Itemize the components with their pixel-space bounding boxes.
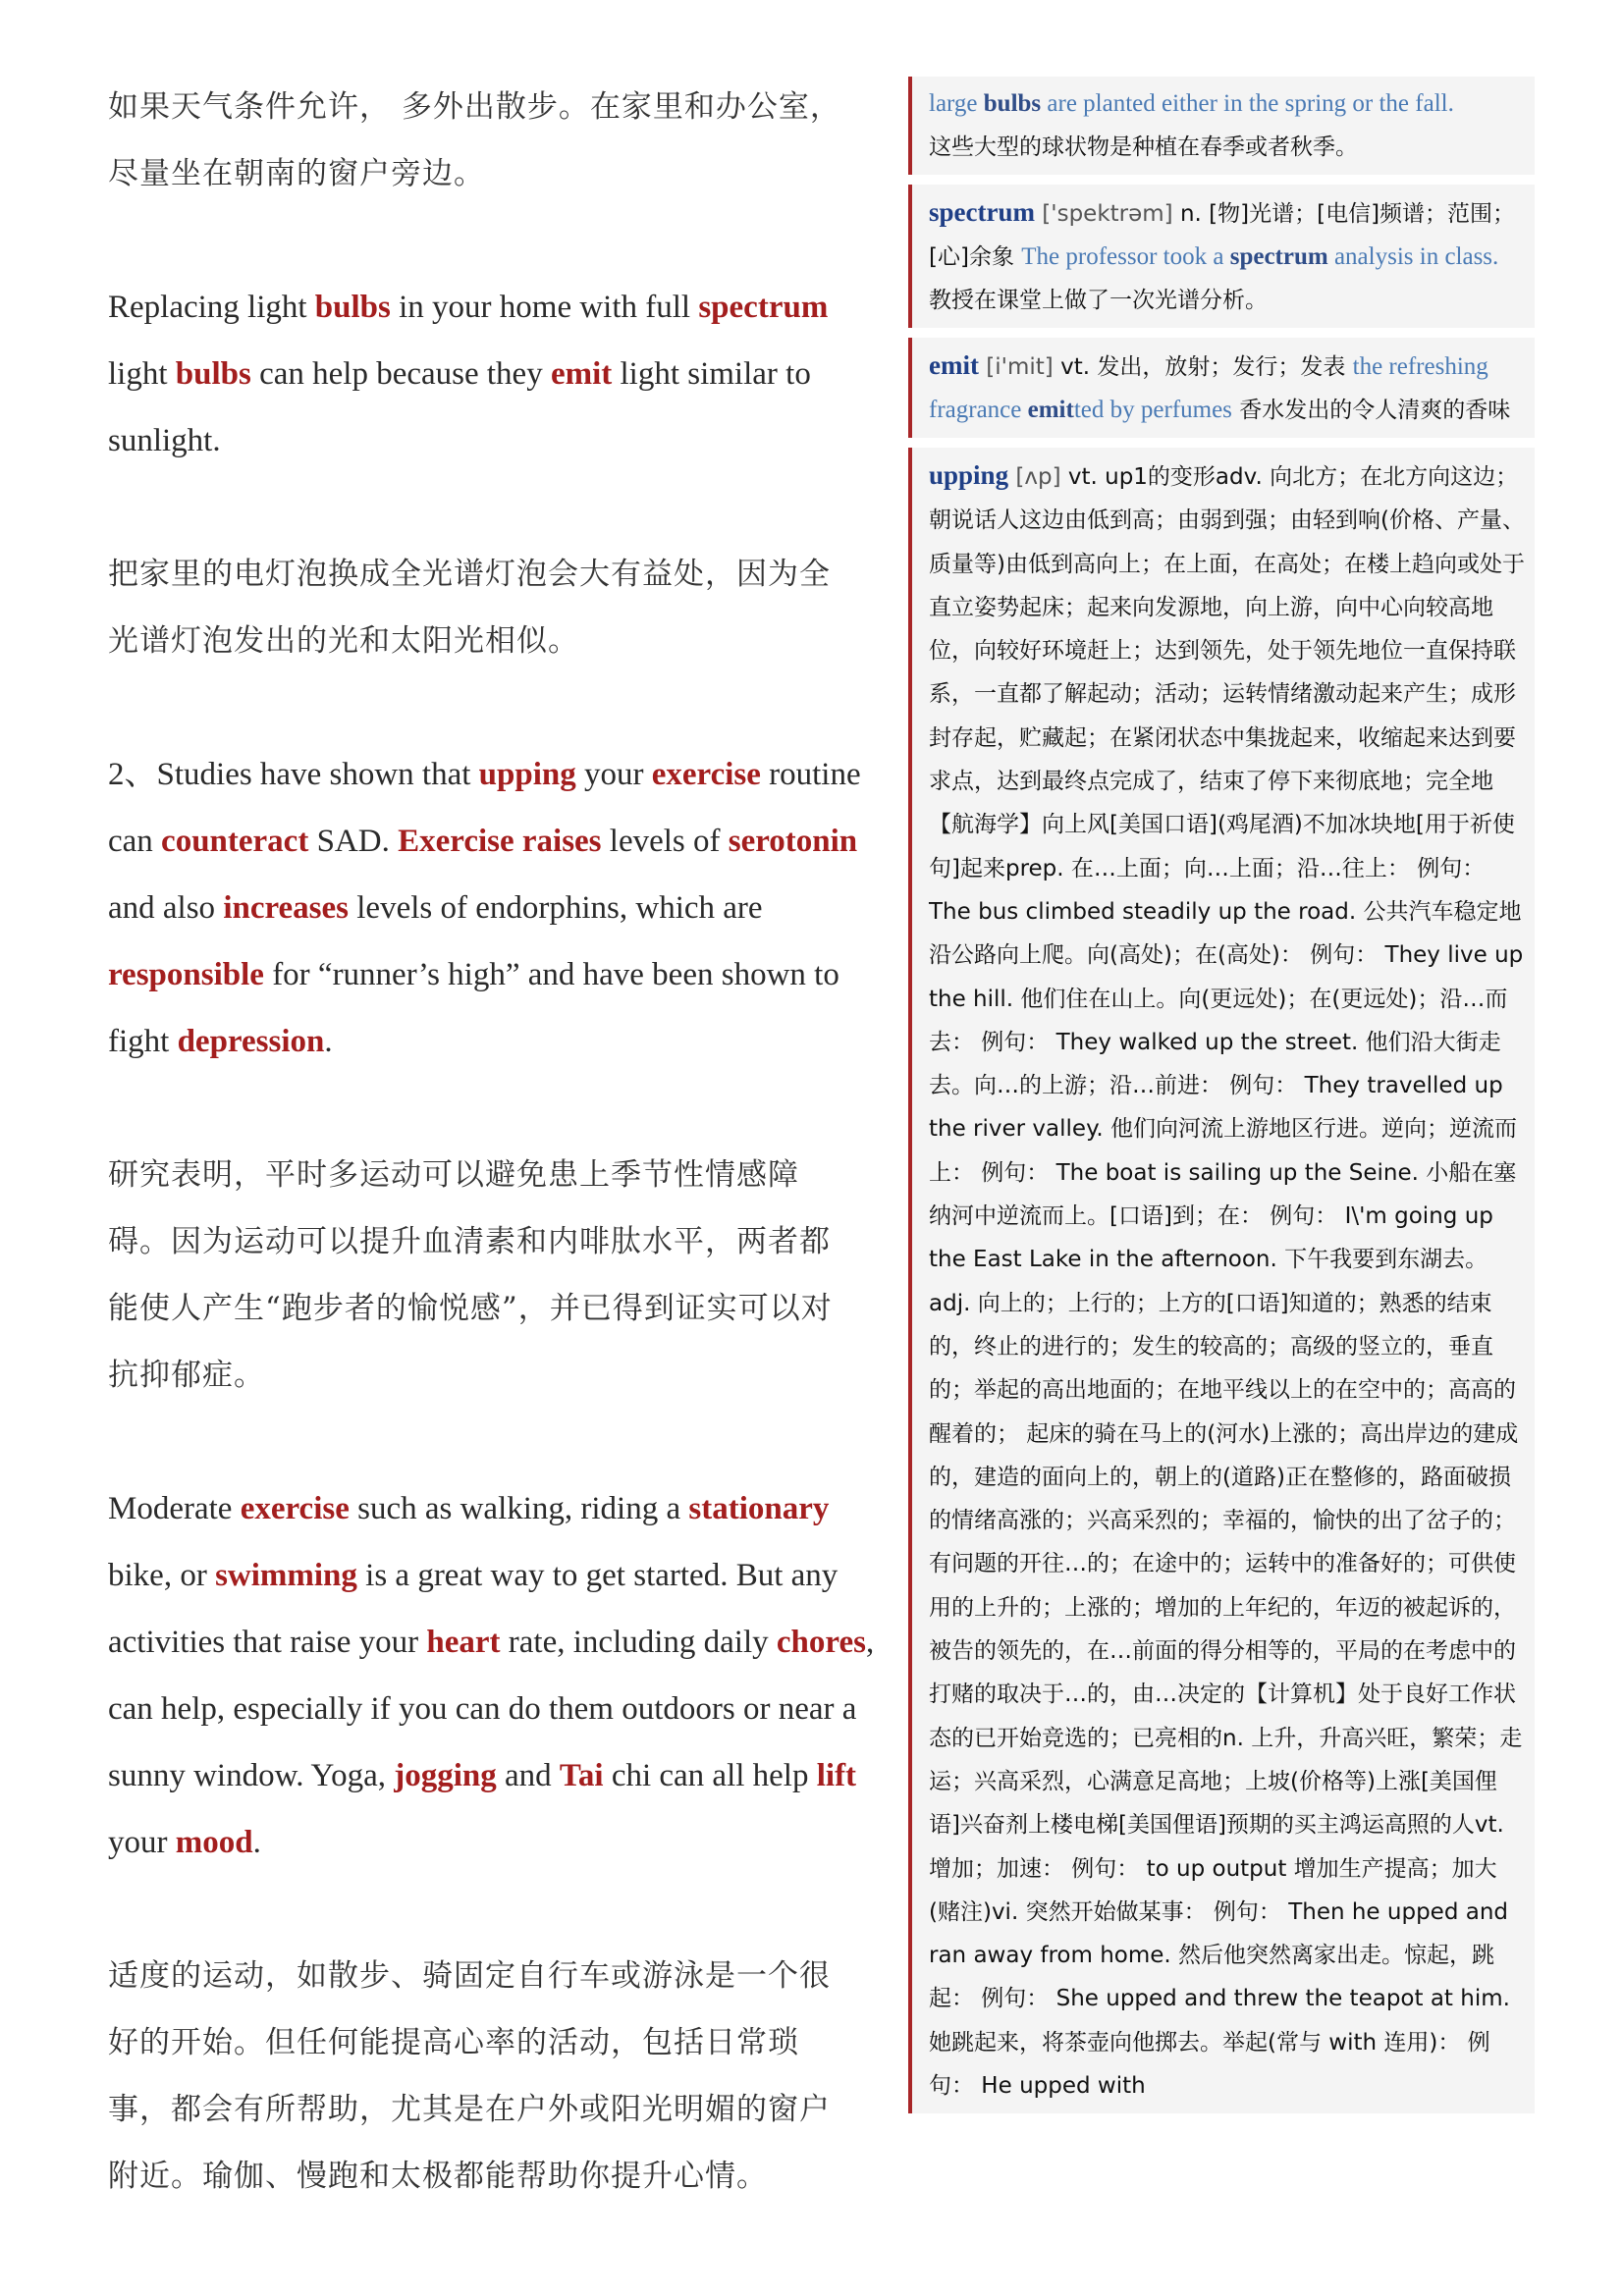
text-run: , can help, especially if you can do them outdoors or near a sunny window. Yoga, (108, 1625, 875, 1793)
keyword: Tai (559, 1758, 604, 1793)
phonetic: ['spektrəm] (1042, 201, 1173, 227)
headword: emit (929, 350, 979, 380)
text-run: levels of (601, 824, 729, 859)
text-run: Replacing light (108, 290, 315, 325)
keyword: swimming (215, 1558, 357, 1593)
text-run: light similar to sunlight. (108, 356, 811, 458)
article-column (108, 74, 884, 2210)
keyword: emit (550, 356, 613, 392)
text-run: your (108, 1825, 176, 1860)
definition: vt. up1的变形adv. 向北方；在北方向这边；朝说话人这边由低到高；由弱到强；由轻到响(价格、产量、质量等)由低到高向上；在上面，在高处；在楼上趋向或处于直立姿势起床；起来向发源地，向上游，向中心向较高地位，向较好环境赶上；达到领先，处于领先地位一直保持联系，一直都了解起动；活动；运转情绪激动起来产生；成形封存起，贮藏起；在紧闭状态中集拢起来，收缩起来达到要求点，达到最终点完成了，结束了停下来彻底地；完全地【航海学】向上风[美国口语](鸡尾酒)不加冰块地[用于祈使句]起来prep. 在…上面；向…上面；沿…往上： 例句： The bus climbed steadily up the road. 公共汽车稳定地沿公路向上爬。向(高处)；在(高处)： 例句： They live up the hill. 他们住在山上。向(更远处)；在(更远处)；沿…而去： 例句： They walked up the street. 他们沿大街走去。向…的上游；沿…前进： 例句： They travelled up the river valley. 他们向河流上游地区行进。逆向；逆流而上： 例句： The boat is sailing up the Seine. 小船在塞纳河中逆流而上。[口语]到；在： 例句： I\'m going up the East Lake in the afternoon. 下午我要到东湖去。adj. 向上的；上行的；上方的[口语]知道的；熟悉的结束的，终止的进行的；发生的较高的；高级的竖立的，垂直的；举起的高出地面的；在地平线以上的在空中的；高高的醒着的； 起床的骑在马上的(河水)上涨的；高出岸边的建成的，建造的面向上的，朝上的(道路)正在整修的，路面破损的情绪高涨的；兴高采烈的；幸福的，愉快的出了岔子的；有问题的开往…的；在途中的；运转中的准备好的；可供使用的上升的；上涨的；增加的上年纪的，年迈的被起诉的，被告的领先的，在…前面的得分相等的，平局的在考虑中的打赌的取决于…的，由…决定的【计算机】处于良好工作状态的已开始竞选的；已亮相的n. 上升，升高兴旺，繁荣；走运；兴高采烈，心满意足高地；上坡(价格等)上涨[美国俚语]兴奋剂上楼电梯[美国俚语]预期的买主鸿运高照的人vt. 增加；加速： 例句： to up output 增加生产提高；加大(赌注)vi. 突然开始做某事： 例句： Then he upped and ran away from home. 然后他突然离家出走。惊起，跳起： 例句： She upped and threw the teapot at him. 她跳起来，将茶壶向他掷去。举起(常与 with 连用)： 例句： He upped with (929, 464, 1525, 2099)
keyword: increases (223, 890, 350, 926)
text-run: 2、Studies have shown that (108, 757, 479, 792)
example-sentence: The professor took a spectrum analysis in class. (1021, 243, 1499, 270)
vocab-card-upping (908, 448, 1535, 2113)
keyword: exercise (240, 1491, 350, 1526)
text-run: for “runner’s high” and have been shown to fight (108, 957, 839, 1059)
headword: spectrum (929, 197, 1035, 227)
text-run: levels of endorphins, which are (349, 890, 763, 926)
phonetic: [i'mit] (986, 354, 1054, 380)
keyword: Exercise raises (398, 824, 602, 859)
text-run: . (324, 1024, 333, 1059)
definition: vt. 发出，放射；发行；发表 (1053, 354, 1353, 380)
keyword: upping (478, 757, 576, 792)
example-sentence: the refreshing fragrance emitted by perfumes (929, 353, 1488, 423)
phonetic: [ʌp] (1015, 464, 1061, 490)
text-run: your (575, 757, 652, 792)
keyword: jogging (394, 1758, 497, 1793)
keyword: lift (816, 1758, 857, 1793)
keyword: counteract (161, 824, 309, 859)
paragraph-zh-3: 把家里的电灯泡换成全光谱灯泡会大有益处，因为全 光谱灯泡发出的光和太阳光相似。 (108, 557, 831, 659)
text-run: and (496, 1758, 560, 1793)
keyword: bulbs (175, 356, 251, 392)
text-run: in your home with full (390, 290, 699, 325)
keyword: heart (426, 1625, 501, 1660)
keyword: mood (175, 1825, 253, 1860)
text-run: and also (108, 890, 224, 926)
example-translation: 教授在课堂上做了一次光谱分析。 (929, 288, 1268, 313)
vocab-card-spectrum (908, 185, 1535, 328)
text-run: Moderate (108, 1491, 241, 1526)
paragraph-zh-7: 适度的运动，如散步、骑固定自行车或游泳是一个很 好的开始。但任何能提高心率的活动，包括日常琐 事，都会有所帮助，尤其是在户外或阳光明媚的窗户 附近。瑜伽、慢跑和太极都能帮助你提升心情。 (108, 1958, 831, 2194)
paragraph-zh-1: 如果天气条件允许， 多外出散步。在家里和办公室， 尽量坐在朝南的窗户旁边。 (108, 89, 841, 191)
example-translation: 香水发出的令人清爽的香味 (1231, 398, 1511, 423)
text-run: light (108, 356, 176, 392)
definition: n. [物]光谱；[电信]频谱；范围；[心]余象 (929, 201, 1516, 270)
vocabulary-sidebar (908, 77, 1535, 2123)
text-run: such as walking, riding a (349, 1491, 689, 1526)
vocab-card-emit (908, 338, 1535, 438)
text-run: is a great way to get started. But any activities that raise your (108, 1558, 839, 1660)
keyword: stationary (688, 1491, 830, 1526)
paragraph-en-4 (108, 741, 884, 1075)
example-sentence: large bulbs are planted either in the spring or the fall. (929, 90, 1454, 117)
headword: upping (929, 460, 1009, 490)
keyword: responsible (108, 957, 264, 992)
text-run: chi can all help (603, 1758, 817, 1793)
paragraph-zh-5: 研究表明，平时多运动可以避免患上季节性情感障 碍。因为运动可以提升血清素和内啡肽水平，两者都 能使人产生“跑步者的愉悦感”，并已得到证实可以对 抗抑郁症。 (108, 1157, 833, 1393)
keyword: bulbs (314, 290, 391, 325)
text-run: rate, including daily (500, 1625, 777, 1660)
example-translation: 这些大型的球状物是种植在春季或者秋季。 (929, 134, 1358, 160)
keyword: chores (776, 1625, 866, 1660)
keyword: spectrum (698, 290, 829, 325)
text-run: routine can (108, 757, 861, 859)
vocab-card-bulbs-example (908, 77, 1535, 175)
text-run: can help because they (250, 356, 551, 392)
text-run: SAD. (308, 824, 399, 859)
paragraph-en-2 (108, 274, 884, 474)
keyword: serotonin (728, 824, 858, 859)
keyword: exercise (651, 757, 761, 792)
text-run: . (252, 1825, 261, 1860)
text-run: bike, or (108, 1558, 216, 1593)
keyword: depression (177, 1024, 325, 1059)
paragraph-en-6 (108, 1475, 884, 1876)
